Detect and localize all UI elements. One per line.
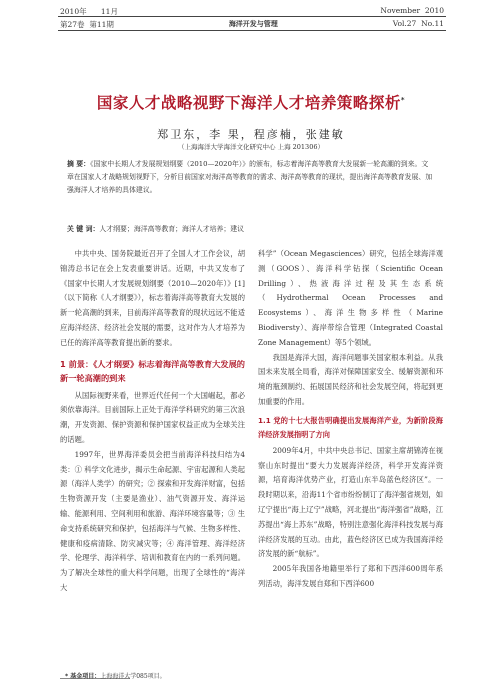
header-volume-en: Vol.27 <box>392 19 417 28</box>
keywords-label: 关 键 词： <box>67 225 100 233</box>
paragraph: 中共中央、国务院最近召开了全国人才工作会议，胡锦涛总书记在会上发表重要讲话。近期，中共又发布了《国家中长期人才发展规划纲要（2010—2020年）》[1]（以下简称《人才纲要》），标志着海洋高等教育大发展的新一轮高潮的到来，目前海洋高等教育的现状远远不能适应海洋经济、经济社会发展的需要，这对作为人才培养为已任的海洋高等教育提出新的要求。 <box>60 249 245 347</box>
paragraph: 科学”（Ocean Megasciences）研究，包括全球海洋观测（GOOS）、海洋科学钻探（Scientific Ocean Drilling）、热液海洋过程及其生态系统（Hydrothermal Ocean Processes and Ecosystems）、海洋生物多样性（Marine Biodiversty）、海岸带综合管理（Integrated Coastal Zone Management）等5个领域。 <box>258 249 443 347</box>
abstract <box>67 158 435 198</box>
abstract-label: 摘 要： <box>67 160 91 168</box>
author-list: 郑卫东，李 果，程彦楠，张建敏 <box>157 128 345 141</box>
journal-title: 海洋开发与管理 <box>228 20 278 28</box>
body-column-left <box>60 247 245 596</box>
header-rule-top <box>58 16 446 17</box>
title-footnote-mark: * <box>400 95 406 104</box>
header-year: 2010年 <box>60 7 87 16</box>
footnote <box>65 671 166 680</box>
header-issue: 第11期 <box>89 20 114 29</box>
subsection-heading: 1.1 党的十七大报告明确提出发展海洋产业，为新阶段海洋经济发展指明了方向 <box>258 415 443 439</box>
keywords <box>67 223 435 233</box>
header-rule-bottom <box>58 30 446 31</box>
keywords-text: 人才纲要；海洋高等教育；海洋人才培养；建议 <box>99 225 245 233</box>
header-issue-en: No.11 <box>421 19 444 28</box>
paragraph: 1997年，世界海洋委员会把当前海洋科技归结为4类：① 科学文化进步，揭示生命起源、宇宙起源和人类起源（海洋人类学）的研究；② 探索和开发海洋财富，包括生物资源开发（主要是渔业）、油气资源开发、海洋运输、能源利用、空间利用和旅游、海洋环境容量等；③ 生命支持系统研究和保护，包括海洋与气候、生物多样性、健康和疫病清除、防灾减灾等；④ 海洋管理、海洋经济学、伦理学、海洋科学、培训和教育在内的一系列问题。为了解决全球性的重大科学问题，出现了全球性的“海洋大 <box>60 449 245 592</box>
article-title <box>0 91 502 113</box>
header-month-en: November <box>380 6 421 15</box>
header-year-en: 2010 <box>424 6 444 15</box>
running-header-bottom <box>60 19 444 30</box>
section-heading: 1 前景：《人才纲要》标志着海洋高等教育大发展的新一轮高潮的到来 <box>60 358 245 383</box>
paragraph: 2009年4月，中共中央总书记、国家主席胡锦涛在视察山东时提出“要大力发展海洋经济，科学开发海洋资源，培育海洋优势产业，打造山东半岛蓝色经济区”。一段时期以来，沿海11个省市纷纷制订了海洋强省规划，如辽宁提出“海上辽宁”战略，河北提出“海洋强省”战略，江苏提出“海上苏东”战略，特别注意强化海洋科技发展与海洋经济发展的互动。由此，蓝色经济区已成为我国海洋经济发展的新“航标”。 <box>258 445 443 559</box>
paragraph: 从国际视野来看，世界近代任何一个大国崛起，都必须依靠海洋。目前国际上正处于海洋学科研究的第三次浪潮，开发资源、保护资源和保护国家权益正成为全球关注的话题。 <box>60 390 245 444</box>
paragraph: 2005年我国各地籍里举行了郑和下西洋600周年系列活动，海洋发展自郑和下西洋600 <box>258 564 443 588</box>
header-month: 11月 <box>100 7 118 16</box>
article-title-text: 国家人才战略视野下海洋人才培养策略探析 <box>96 94 401 112</box>
footnote-text: 上海海洋大学085项目。 <box>100 673 166 680</box>
body-column-right <box>258 247 443 592</box>
footnote-label: * 基金项目： <box>65 673 101 680</box>
abstract-text: 《国家中长期人才发展规划纲要（2010—2020年）》的颁布，标志着海洋高等教育大发展新一轮高潮的到来。文章在国家人才战略规划视野下，分析目前国家对海洋高等教育的需求、海洋高等教育的现状，提出海洋高等教育发展、加强海洋人才培养的具体建议。 <box>67 160 433 195</box>
paragraph: 我国是海洋大国，海洋问题事关国家根本利益。从我国未来发展全局看，海洋对保障国家安全、缓解资源和环境的瓶颈制约、拓展国民经济和社会发展空间，将起到更加重要的作用。 <box>258 352 443 406</box>
affiliation: （上海海洋大学海洋文化研究中心 上海 201306） <box>178 143 324 151</box>
header-volume: 第27卷 <box>60 20 85 29</box>
